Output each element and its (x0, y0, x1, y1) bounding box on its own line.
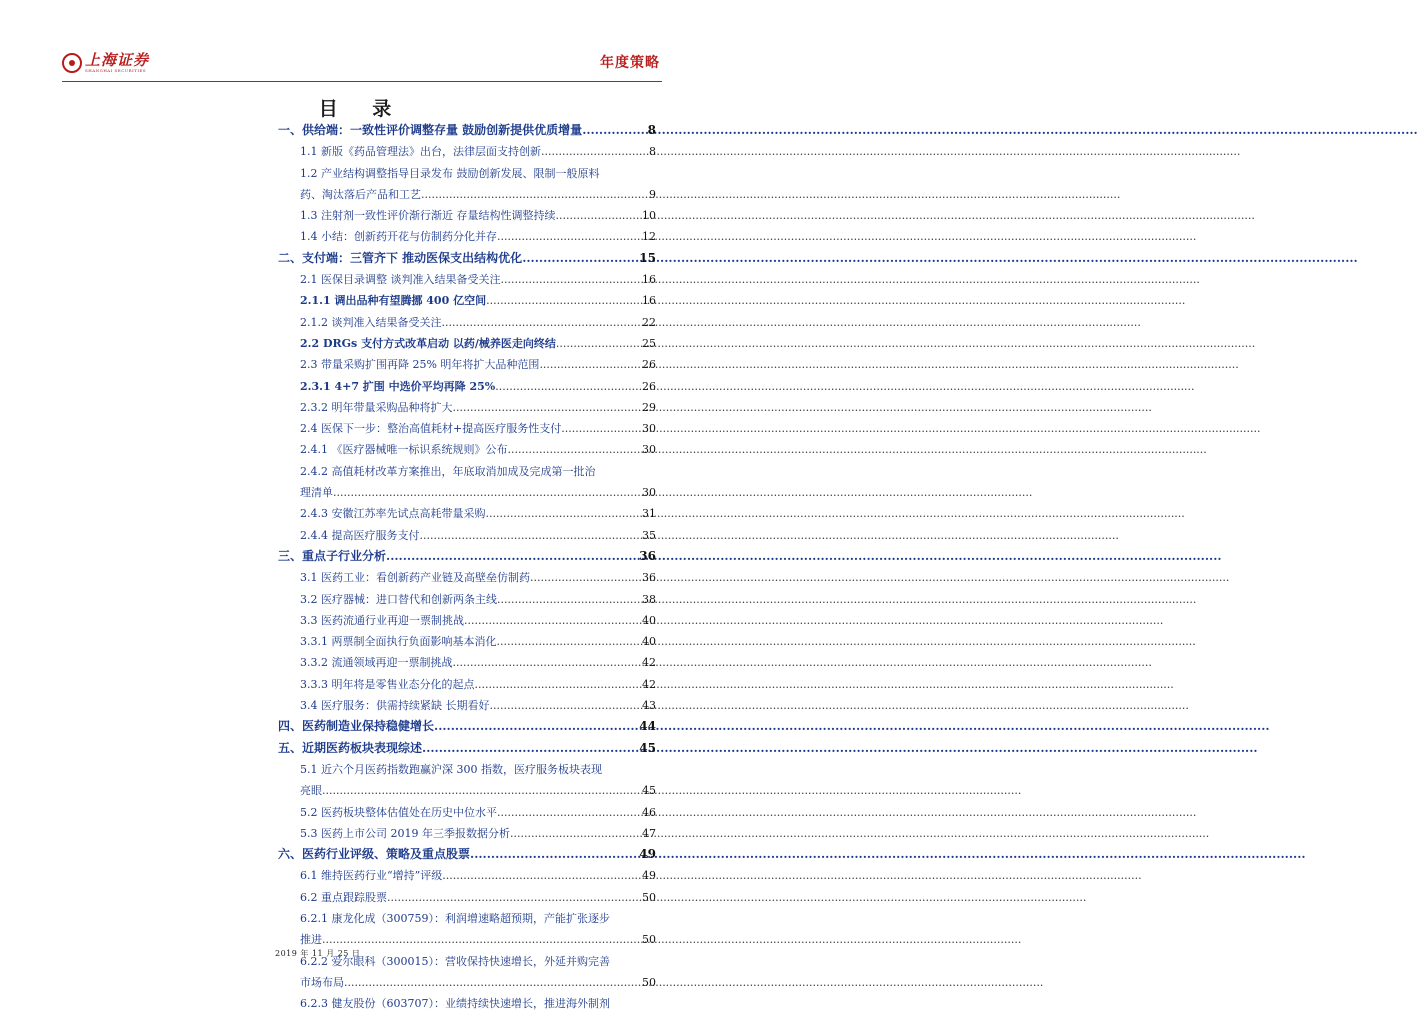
toc-entry-title: 2.3 带量采购扩围再降 25% 明年将扩大品种范围 (300, 358, 540, 372)
toc-entry-title-continued: 推进 (300, 933, 322, 947)
toc-entry[interactable] (278, 567, 656, 588)
toc-page-number: 9 (649, 187, 656, 201)
toc-entry-title: 5.1 近六个月医药指数跑赢沪深 300 指数，医疗服务板块表现 (300, 762, 602, 776)
toc-entry-title: 3.1 医药工业：看创新药产业链及高壁垒仿制药 (300, 571, 530, 585)
toc-page-number: 36 (642, 571, 656, 585)
report-date: 2019 年 11 月 25 日 (275, 949, 361, 958)
toc-entry-title: 3.4 医疗服务：供需持续紧缺 长期看好 (300, 699, 490, 713)
header-divider (62, 81, 662, 82)
dot-leader (539, 354, 642, 375)
dot-leader (434, 716, 639, 737)
toc-entry-title-continued: 药、淘汰落后产品和工艺 (300, 187, 421, 201)
toc-page-number: 43 (642, 699, 656, 713)
toc-entry[interactable] (278, 226, 656, 247)
toc-entry[interactable] (278, 589, 656, 610)
toc-page-number: 45 (639, 740, 656, 755)
dot-leader (530, 567, 642, 588)
toc-entry[interactable] (278, 759, 656, 802)
toc-entry[interactable] (278, 525, 656, 546)
toc-entry[interactable] (278, 354, 656, 375)
toc-entry-title: 二、支付端：三管齐下 推动医保支出结构优化 (278, 250, 523, 265)
toc-entry-title: 1.4 小结：创新药开花与仿制药分化并存 (300, 230, 497, 244)
toc-entry[interactable] (278, 290, 656, 311)
toc-page-number: 42 (642, 677, 656, 691)
toc-entry[interactable] (278, 610, 656, 631)
toc-entry-title: 一、供给端：一致性评价调整存量 鼓励创新提供优质增量 (278, 123, 583, 137)
dot-leader (470, 844, 639, 865)
dot-leader (322, 780, 642, 801)
toc-page-number: 31 (642, 507, 656, 521)
page-header (62, 46, 662, 82)
toc-page-number: 30 (642, 486, 656, 500)
toc-entry[interactable] (278, 163, 656, 206)
dot-leader (556, 205, 643, 226)
dot-leader (501, 269, 643, 290)
toc-entry[interactable] (278, 269, 656, 290)
dot-leader (495, 376, 642, 397)
toc-entry[interactable] (278, 887, 656, 908)
toc-entry-title: 五、近期医药板块表现综述 (278, 740, 423, 755)
toc-page-number: 35 (642, 528, 656, 542)
toc-entry-title: 2.4.3 安徽江苏率先试点高耗带量采购 (300, 507, 486, 521)
toc-entry[interactable] (278, 993, 656, 1014)
toc-entry[interactable] (278, 865, 656, 886)
toc-entry[interactable] (278, 205, 656, 226)
toc-page-number: 16 (642, 273, 656, 287)
toc-entry-title: 5.3 医药上市公司 2019 年三季报数据分析 (300, 826, 510, 840)
toc-entry-title-continued: 理清单 (300, 486, 333, 500)
toc-page-number: 16 (642, 294, 656, 308)
dot-leader (474, 674, 642, 695)
toc-entry-title: 2.2 DRGs 支付方式改革启动 以药/械养医走向终结 (300, 336, 556, 350)
dot-leader (556, 333, 642, 354)
dot-leader (387, 887, 642, 908)
toc-entry-title-continued: 亮眼 (300, 784, 322, 798)
toc-page-number: 38 (642, 592, 656, 606)
toc-entry[interactable] (278, 738, 656, 759)
dot-leader (496, 631, 642, 652)
toc-entry-title: 1.3 注射剂一致性评价渐行渐近 存量结构性调整持续 (300, 209, 556, 223)
toc-entry[interactable] (278, 141, 656, 162)
toc-page-number: 47 (642, 826, 656, 840)
toc-entry-title: 2.4 医保下一步：整治高值耗材+提高医疗服务性支付 (300, 422, 562, 436)
dot-leader (464, 610, 642, 631)
toc-entry[interactable] (278, 546, 656, 567)
toc-entry-title: 3.3.2 流通领域再迎一票制挑战 (300, 656, 453, 670)
toc-entry-title: 3.2 医疗器械：进口替代和创新两条主线 (300, 592, 497, 606)
toc-page-number: 30 (642, 443, 656, 457)
dot-leader (333, 482, 642, 503)
toc-page-number: 49 (639, 847, 656, 862)
company-logo (62, 52, 149, 73)
toc-entry[interactable] (278, 695, 656, 716)
toc-entry-title-continued: 市场布局 (300, 975, 344, 989)
toc-page-number: 30 (642, 422, 656, 436)
dot-leader (421, 184, 649, 205)
toc-page-number: 22 (642, 315, 656, 329)
dot-leader (507, 439, 642, 460)
toc-page-number: 12 (642, 230, 656, 244)
toc-entry-title: 1.1 新版《药品管理法》出台，法律层面支持创新 (300, 145, 541, 159)
toc-entry[interactable] (278, 674, 656, 695)
dot-leader (510, 823, 642, 844)
dot-leader (453, 652, 643, 673)
toc-entry[interactable] (278, 908, 656, 951)
toc-entry[interactable] (278, 376, 656, 397)
toc-page-number: 42 (642, 656, 656, 670)
table-of-contents (278, 120, 656, 1014)
dot-leader (582, 120, 647, 141)
dot-leader (561, 418, 642, 439)
toc-entry-title: 3.3.1 两票制全面执行负面影响基本消化 (300, 635, 497, 649)
logo-text: 上海证券 (85, 51, 150, 69)
dot-leader (497, 589, 642, 610)
dot-leader (490, 695, 643, 716)
toc-entry-title: 6.2.1 康龙化成（300759）：利润增速略超预期，产能扩张逐步 (300, 911, 610, 925)
toc-entry[interactable] (278, 823, 656, 844)
toc-page-number: 10 (642, 209, 656, 223)
toc-entry[interactable] (278, 503, 656, 524)
toc-entry-title: 2.1.2 谈判准入结果备受关注 (300, 315, 442, 329)
toc-entry-title: 2.3.2 明年带量采购品种将扩大 (300, 400, 453, 414)
dot-leader (486, 290, 642, 311)
toc-entry-title: 1.2 产业结构调整指导目录发布 鼓励创新发展、限制一般原料 (300, 166, 600, 180)
toc-entry[interactable] (278, 461, 656, 504)
toc-entry-title: 2.4.1 《医疗器械唯一标识系统规则》公布 (300, 443, 508, 457)
dot-leader (442, 865, 642, 886)
toc-entry-title: 6.2.2 爱尔眼科（300015）：营收保持快速增长，外延并购完善 (300, 954, 610, 968)
toc-entry[interactable] (278, 844, 656, 865)
dot-leader (344, 972, 642, 993)
dot-leader (442, 312, 643, 333)
dot-leader (420, 525, 643, 546)
toc-page-number: 25 (642, 336, 656, 350)
toc-entry[interactable] (278, 333, 656, 354)
toc-entry[interactable] (278, 248, 656, 269)
toc-title: 目 录 (318, 98, 406, 120)
toc-page-number: 50 (642, 890, 656, 904)
dot-leader (485, 503, 642, 524)
toc-entry[interactable] (278, 439, 656, 460)
toc-page-number: 15 (639, 250, 656, 265)
toc-entry-title: 2.1.1 调出品种有望腾挪 400 亿空间 (300, 294, 487, 308)
toc-page-number: 50 (642, 933, 656, 947)
toc-entry-title: 2.4.4 提高医疗服务支付 (300, 528, 420, 542)
toc-page-number: 26 (642, 358, 656, 372)
toc-entry[interactable] (278, 397, 656, 418)
toc-entry[interactable] (278, 312, 656, 333)
dot-leader (497, 226, 642, 247)
toc-entry-title: 2.4.2 高值耗材改革方案推出，年底取消加成及完成第一批治 (300, 464, 596, 478)
dot-leader (386, 546, 639, 567)
toc-entry-title: 6.2.3 健友股份（603707）：业绩持续快速增长，推进海外制剂 (300, 997, 610, 1011)
logo-subtext: SHANGHAI SECURITIES (85, 68, 147, 73)
toc-page-number: 29 (642, 400, 656, 414)
toc-page-number: 49 (642, 869, 656, 883)
dot-leader (422, 738, 639, 759)
toc-page-number: 40 (642, 613, 656, 627)
toc-entry[interactable] (278, 631, 656, 652)
toc-page-number: 40 (642, 635, 656, 649)
toc-entry-title: 四、医药制造业保持稳健增长 (278, 719, 435, 734)
toc-entry[interactable] (278, 120, 656, 141)
toc-entry[interactable] (278, 418, 656, 439)
toc-entry-title: 5.2 医药板块整体估值处在历史中位水平 (300, 805, 497, 819)
dot-leader (541, 141, 649, 162)
dot-leader (453, 397, 643, 418)
toc-page-number: 44 (639, 719, 656, 734)
toc-page-number: 50 (642, 975, 656, 989)
toc-entry-title: 2.1 医保目录调整 谈判准入结果备受关注 (300, 273, 501, 287)
toc-entry-title: 三、重点子行业分析 (278, 548, 387, 563)
toc-entry[interactable] (278, 652, 656, 673)
toc-entry-title: 6.2 重点跟踪股票 (300, 890, 387, 904)
toc-page-number: 46 (642, 805, 656, 819)
toc-entry-title: 六、医药行业评级、策略及重点股票 (278, 847, 471, 862)
document-type-label: 年度策略 (600, 55, 660, 71)
toc-entry-title: 2.3.1 4+7 扩围 中选价平均再降 25% (300, 379, 496, 393)
toc-page-number: 45 (642, 784, 656, 798)
toc-entry-title: 3.3.3 明年将是零售业态分化的起点 (300, 677, 475, 691)
toc-page-number: 8 (647, 123, 656, 137)
toc-entry-title: 6.1 维持医药行业“增持”评级 (300, 869, 443, 883)
toc-entry[interactable] (278, 716, 656, 737)
toc-page-number: 8 (649, 145, 656, 159)
toc-entry[interactable] (278, 802, 656, 823)
logo-seal-icon (62, 53, 82, 73)
dot-leader (322, 929, 642, 950)
toc-entry-title: 3.3 医药流通行业再迎一票制挑战 (300, 613, 464, 627)
toc-page-number: 36 (639, 548, 656, 563)
dot-leader (497, 802, 642, 823)
dot-leader (522, 248, 639, 269)
toc-page-number: 26 (642, 379, 656, 393)
